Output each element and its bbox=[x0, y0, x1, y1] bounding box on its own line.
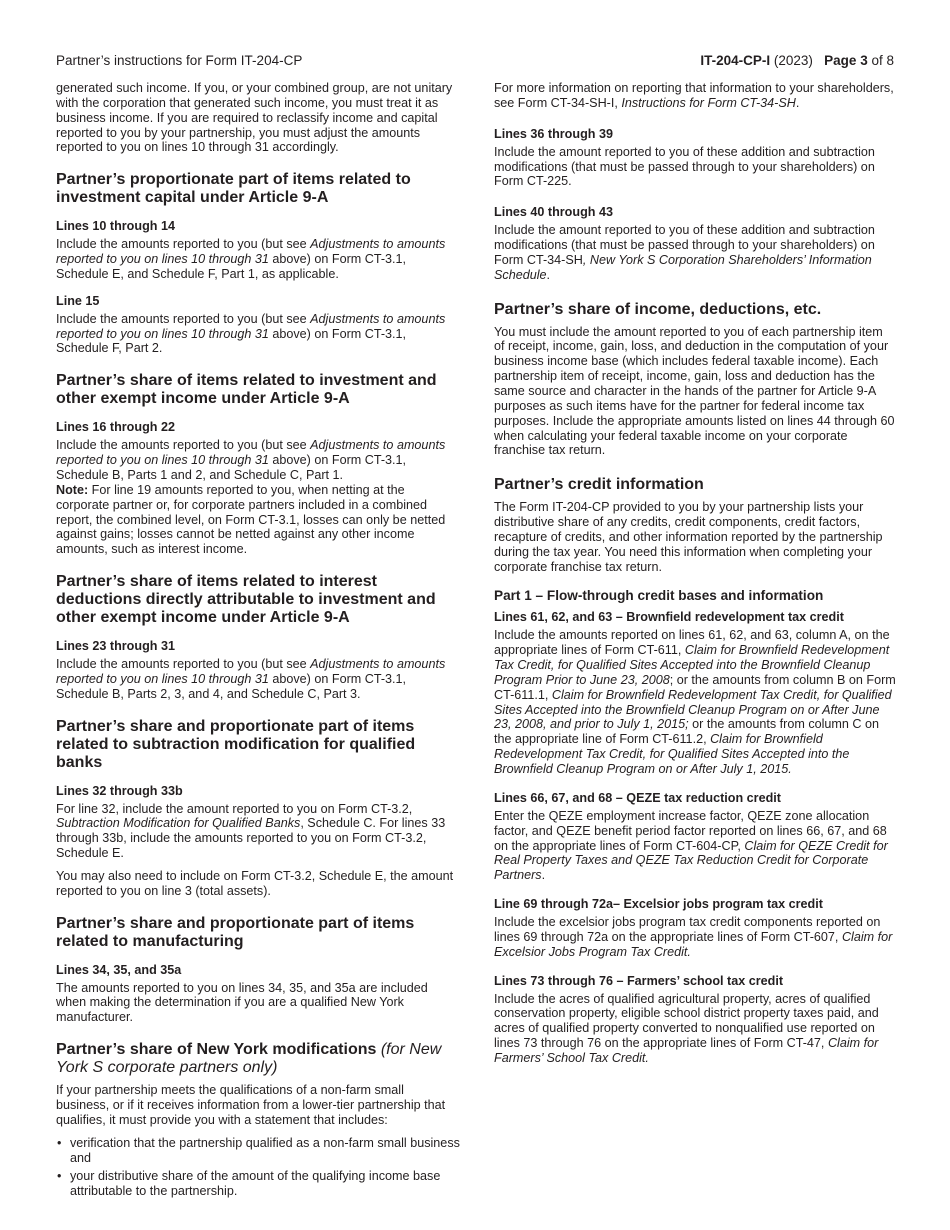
subheading-excelsior: Line 69 through 72a– Excelsior jobs program tax credit bbox=[494, 897, 823, 912]
note-label: Note: bbox=[56, 482, 89, 497]
subheading-brownfield: Lines 61, 62, and 63 – Brownfield redevelopment tax credit bbox=[494, 610, 844, 625]
subheading-lines-36-39: Lines 36 through 39 bbox=[494, 126, 613, 141]
paragraph-brownfield: Include the amounts reported on lines 61, 62, and 63, column A, on the appropriate lines of Form CT-611, Claim for Brownfield Redevelopment Tax Credit, for Qualified Sites Accepted into the Brownfield Cleanup Program Prior to June 23, 2008; or the amounts from column B on Form CT-611.1, Claim for Brownfield Redevelopment Tax Credit, for Qualified Sites Accepted into the Brownfield Cleanup Program on or After June 23, 2008, and prior to July 1, 2015; or the amounts from column C on the appropriate line of Form CT-611.2, Claim for Brownfield Redevelopment Tax Credit, for Qualified Sites Accepted into the Brownfield Cleanup Program on or After July 1, 2015. bbox=[494, 628, 896, 776]
subheading-farmers: Lines 73 through 76 – Farmers’ school tax credit bbox=[494, 973, 784, 988]
paragraph-excelsior: Include the excelsior jobs program tax credit components reported on lines 69 through 72a on the appropriate lines of Form CT-607, Claim for Excelsior Jobs Program Tax Credit. bbox=[494, 915, 893, 959]
section-heading-manufacturing: Partner’s share and proportionate part of items related to manufacturing bbox=[56, 914, 415, 950]
intro-paragraph: generated such income. If you, or your combined group, are not unitary with the corporation that generated such income, you must treat it as business income. If you are required to reclassify income and capital reported to you by your partnership, you must adjust the amounts reported to you on lines 10 through 31 accordingly. bbox=[56, 81, 453, 155]
form-id: IT-204-CP-I bbox=[700, 53, 771, 68]
paragraph-lines-23-31: Include the amounts reported to you (but see Adjustments to amounts reported to you on lines 10 through 31 above) on Form CT-3.1, Schedule B, Parts 2, 3, and 4, and Schedule C, Part 3. bbox=[56, 657, 446, 701]
paragraph-total-assets: You may also need to include on Form CT-3.2, Schedule E, the amount reported to you on line 3 (total assets). bbox=[56, 868, 454, 898]
paragraph-lines-32-33b: For line 32, include the amount reported to you on Form CT-3.2, Subtraction Modification for Qualified Banks, Schedule C. For lines 33 through 33b, include the amounts reported to you on Form CT-3.2, Schedule E. bbox=[56, 801, 446, 861]
intro-paragraph-right: For more information on reporting that information to your shareholders, see Form CT-34-SH-I, Instructions for Form CT-34-SH. bbox=[494, 81, 894, 110]
paragraph-qeze: Enter the QEZE employment increase factor, QEZE zone allocation factor, and QEZE benefit period factor reported on lines 66, 67, and 68 on the appropriate lines of Form CT-604-CP, Claim for QEZE Credit for Real Property Taxes and QEZE Tax Reduction Credit for Corporate Partners. bbox=[494, 808, 888, 883]
paragraph-lines-16-22: Include the amounts reported to you (but see Adjustments to amounts reported to you on lines 10 through 31 above) on Form CT-3.1, Schedule B, Parts 1 and 2, and Schedule C, Part 1. Note: For line 19 amounts reported to you, when netting at the corporate partner or, for corporate partners included in a combined report, the combined level, on Form CT-3.1, losses can only be netted against gains; losses cannot be netted against any other income amounts, such as interest income. bbox=[56, 438, 446, 557]
section-heading-investment-capital: Partner’s proportionate part of items related to investment capital under Article 9-A bbox=[56, 171, 411, 207]
page-of: of 8 bbox=[871, 53, 894, 68]
subheading-lines-23-31: Lines 23 through 31 bbox=[56, 639, 175, 654]
section-heading-interest-deductions: Partner’s share of items related to interest deductions directly attributable to investment and other exempt income under Article 9-A bbox=[56, 573, 436, 627]
subheading-lines-34-35a: Lines 34, 35, and 35a bbox=[56, 962, 182, 977]
paragraph-line-15: Include the amounts reported to you (but see Adjustments to amounts reported to you on lines 10 through 31 above) on Form CT-3.1, Schedule F, Part 2. bbox=[56, 311, 446, 356]
header-page-info bbox=[700, 53, 894, 68]
requirements-list bbox=[56, 1136, 460, 1199]
paragraph-non-farm-business: If your partnership meets the qualifications of a non-farm small business, or if it receives information from a lower-tier partnership that qualifies, it must provide you with a statement that includes: bbox=[56, 1083, 446, 1127]
paragraph-credit-information: The Form IT-204-CP provided to you by your partnership lists your distributive share of any credits, credit components, credit factors, recapture of credits, and other information reported by the partnership during the tax year. You need this information when completing your corporate franchise tax return. bbox=[494, 500, 883, 574]
subheading-lines-40-43: Lines 40 through 43 bbox=[494, 205, 613, 220]
section-heading-qualified-banks: Partner’s share and proportionate part of items related to subtraction modification for qualified banks bbox=[56, 717, 416, 771]
paragraph-lines-34-35a: The amounts reported to you on lines 34, 35, and 35a are included when making the determination if you are a qualified New York manufacturer. bbox=[56, 980, 428, 1025]
subheading-qeze: Lines 66, 67, and 68 – QEZE tax reduction credit bbox=[494, 790, 781, 805]
right-column bbox=[494, 81, 896, 1074]
section-heading-exempt-income: Partner’s share of items related to investment and other exempt income under Article 9-A bbox=[56, 372, 437, 408]
page-label: Page 3 bbox=[824, 53, 868, 68]
page-header bbox=[56, 53, 894, 71]
paragraph-income-deductions: You must include the amount reported to you of each partnership item of receipt, income, gain, loss, and deduction in the computation of your business income base (which includes federal taxable income). Each partnership item of receipt, income, gain, loss and deduction has the same source and character in the hands of the partner for Article 9-A purposes as such items have for the partner for federal income tax purposes. Include the appropriate amounts listed on lines 44 through 60 when calculating your federal taxable income on your corporate franchise tax return. bbox=[494, 324, 895, 458]
left-column bbox=[56, 81, 460, 1203]
section-heading-ny-modifications: Partner’s share of New York modifications (for New York S corporate partners only) bbox=[56, 1041, 442, 1077]
section-heading-part-1: Part 1 – Flow-through credit bases and information bbox=[494, 588, 824, 604]
list-item: • verification that the partnership qualified as a non-farm small business and bbox=[56, 1136, 460, 1166]
paragraph-lines-36-39: Include the amount reported to you of these addition and subtraction modifications (that must be passed through to your shareholders) on Form CT-225. bbox=[494, 144, 875, 189]
paragraph-lines-40-43: Include the amount reported to you of these addition and subtraction modifications (that must be passed through to your shareholders) on Form CT-34-SH, New York S Corporation Shareholders’ Information Schedule. bbox=[494, 223, 875, 282]
section-heading-credit-information: Partner’s credit information bbox=[494, 476, 704, 494]
subheading-lines-10-14: Lines 10 through 14 bbox=[56, 219, 175, 234]
form-year: (2023) bbox=[773, 53, 813, 68]
section-heading-income-deductions: Partner’s share of income, deductions, etc. bbox=[494, 300, 822, 318]
header-title: Partner’s instructions for Form IT-204-CP bbox=[56, 53, 303, 68]
subheading-lines-32-33b: Lines 32 through 33b bbox=[56, 783, 183, 798]
paragraph-lines-10-14: Include the amounts reported to you (but see Adjustments to amounts reported to you on lines 10 through 31 above) on Form CT-3.1, Schedule E, and Schedule F, Part 1, as applicable. bbox=[56, 237, 446, 281]
list-item: • your distributive share of the amount of the qualifying income base attributable to the partnership. bbox=[56, 1169, 460, 1199]
subheading-line-15: Line 15 bbox=[56, 293, 100, 308]
paragraph-farmers: Include the acres of qualified agricultural property, acres of qualified conservation property, eligible school district property taxes paid, and acres of qualified property converted to nonqualified use reported on lines 73 through 76 on the appropriate lines of Form CT-47, Claim for Farmers’ School Tax Credit. bbox=[494, 991, 879, 1065]
subheading-lines-16-22: Lines 16 through 22 bbox=[56, 420, 175, 435]
